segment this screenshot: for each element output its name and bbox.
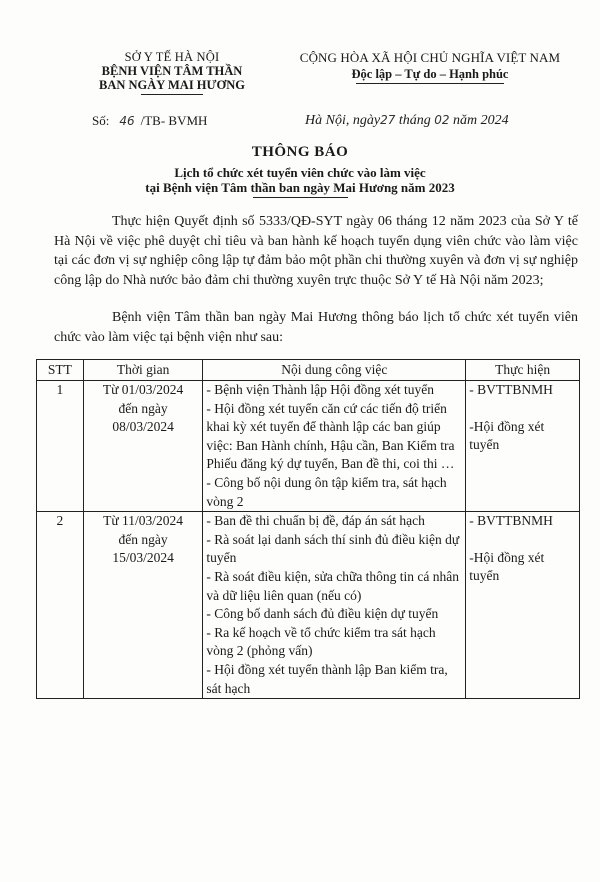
content-item: - Hội đồng xét tuyển căn cứ các tiến độ triển khai kỳ xét tuyển để thành lập các ban giúp việc: Ban Hành chính, Hậu cần, Ban Kiểm tra Phiếu đăng ký dự tuyển, Ban đề thi, coi thi …: [206, 400, 455, 472]
content-item: - Bệnh viện Thành lập Hội đồng xét tuyển: [206, 382, 435, 397]
table-row: [37, 512, 580, 699]
content-item: - Ban đề thi chuẩn bị đề, đáp án sát hạch: [206, 513, 425, 529]
agency-parent: SỞ Y TẾ HÀ NỘI: [124, 50, 220, 64]
header-executor: Thực hiện: [466, 360, 580, 381]
time-to: 15/03/2024: [112, 550, 174, 566]
agency-name-line2: BAN NGÀY MAI HƯƠNG: [99, 78, 245, 92]
executor-item: -Hội đồng xét tuyển: [469, 549, 545, 584]
time-from: Từ 01/03/2024: [102, 382, 184, 397]
national-motto: [285, 50, 575, 84]
content-item: - Công bố nội dung ôn tập kiểm tra, sát hạch vòng 2: [206, 474, 447, 509]
content-item: - Ra kế hoạch về tổ chức kiểm tra sát hạch vòng 2 (phỏng vấn): [206, 624, 436, 659]
row-executor: [466, 512, 580, 699]
document-number: [92, 113, 207, 129]
time-to: 08/03/2024: [112, 419, 174, 435]
number-suffix: /TB- BVMH: [140, 113, 208, 128]
document-title: THÔNG BÁO: [251, 144, 349, 160]
title-underline: [253, 197, 348, 198]
header-stt: STT: [37, 360, 84, 381]
header-time: Thời gian: [83, 360, 203, 381]
executor-item: - BVTTBNMH: [469, 382, 553, 397]
date-month-label: tháng: [398, 113, 431, 128]
row-stt: 2: [37, 512, 84, 699]
row-time: [83, 512, 203, 699]
date-place: Hà Nội, ngày: [305, 113, 381, 128]
paragraph-announcement: Bệnh viện Tâm thần ban ngày Mai Hương thông báo lịch tổ chức xét tuyển viên chức vào làm việc tại bệnh viện như sau:: [54, 310, 578, 345]
document-subtitle-1: Lịch tổ chức xét tuyển viên chức vào làm việc: [174, 165, 426, 180]
paragraph-basis: Thực hiện Quyết định số 5333/QĐ-SYT ngày 06 tháng 12 năm 2023 của Sở Y tế Hà Nội về việc phê duyệt chỉ tiêu và ban hành kế hoạch tuyển dụng viên chức vào làm việc tại các đơn vị sự nghiệp công lập tự đảm bảo một phần chi thường xuyên và đơn vị sự nghiệp công lập do Nhà nước bảo đảm chi thường xuyên trực thuộc Sở Y tế Hà Nội năm 2023;: [54, 214, 578, 288]
header-content: Nội dung công việc: [203, 360, 466, 381]
time-to-label: đến ngày: [118, 531, 168, 547]
table-header-row: [37, 360, 580, 381]
agency-underline: [141, 94, 203, 95]
content-item: - Rà soát điều kiện, sửa chữa thông tin cá nhân và dữ liệu liên quan (nếu có): [206, 568, 460, 603]
motto-underline: [356, 83, 504, 84]
motto: Độc lập – Tự do – Hạnh phúc: [351, 67, 509, 81]
row-stt: 1: [37, 381, 84, 512]
content-item: - Hội đồng xét tuyển thành lập Ban kiểm tra, sát hạch: [206, 661, 448, 696]
schedule-table: [36, 359, 580, 699]
agency-name-line1: BỆNH VIỆN TÂM THẦN: [101, 64, 243, 78]
executor-item: - BVTTBNMH: [469, 513, 553, 529]
row-time: [83, 381, 203, 512]
number-handwritten: 46: [119, 114, 135, 128]
date-year: năm 2024: [453, 113, 509, 128]
date-day: 27: [380, 113, 396, 127]
document-subtitle-2: tại Bệnh viện Tâm thần ban ngày Mai Hương năm 2023: [145, 180, 455, 195]
issuing-agency: [72, 50, 272, 95]
row-executor: [466, 381, 580, 512]
time-to-label: đến ngày: [118, 400, 168, 416]
date-month: 02: [434, 113, 450, 127]
row-content: [203, 381, 466, 512]
time-from: Từ 11/03/2024: [103, 513, 184, 529]
issue-date: [305, 113, 509, 129]
content-item: - Công bố danh sách đủ điều kiện dự tuyển: [206, 606, 439, 622]
row-content: [203, 512, 466, 699]
table-row: [37, 381, 580, 512]
content-item: - Rà soát lại danh sách thí sinh đủ điều kiện dự tuyển: [206, 531, 460, 566]
country-name: CỘNG HÒA XÃ HỘI CHỦ NGHĨA VIỆT NAM: [299, 50, 561, 65]
number-prefix: Số:: [92, 113, 110, 128]
executor-item: -Hội đồng xét tuyển: [469, 418, 545, 453]
